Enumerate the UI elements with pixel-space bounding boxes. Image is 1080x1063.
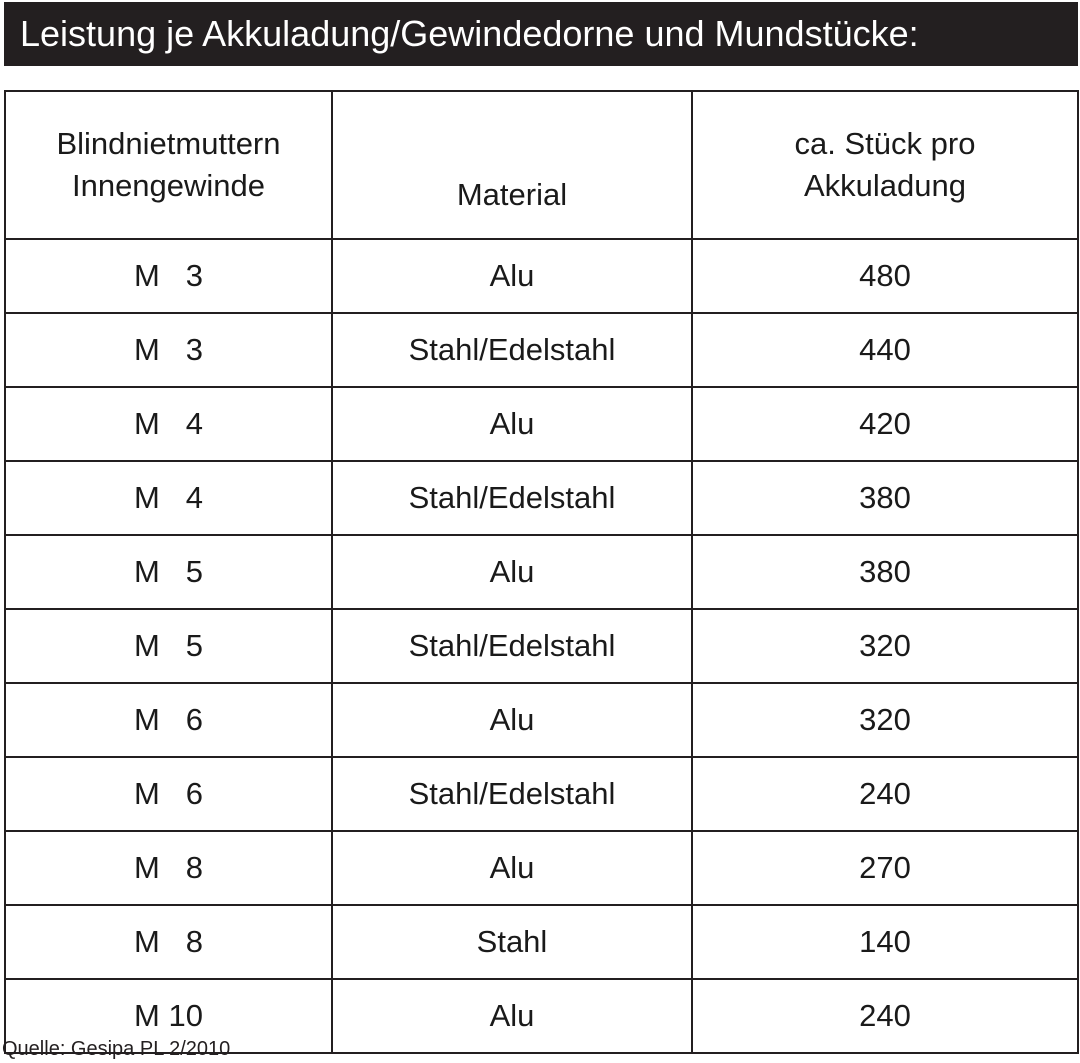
count-cell: 380: [692, 461, 1078, 535]
thread-cell: M 10: [5, 979, 332, 1053]
table-row: [5, 609, 1078, 683]
header-thread-line-1: Blindnietmuttern: [56, 126, 281, 161]
header-material: [332, 91, 692, 239]
count-cell: 440: [692, 313, 1078, 387]
count-cell: 380: [692, 535, 1078, 609]
material-cell: Alu: [332, 535, 692, 609]
table-row: [5, 387, 1078, 461]
page-title: Leistung je Akkuladung/Gewindedorne und Mundstücke:: [4, 2, 1078, 66]
thread-cell: M 6: [5, 683, 332, 757]
header-count-line-2: Akkuladung: [803, 168, 966, 203]
count-cell: 420: [692, 387, 1078, 461]
table-row: [5, 683, 1078, 757]
material-cell: Alu: [332, 387, 692, 461]
count-cell: 240: [692, 757, 1078, 831]
header-thread: [5, 91, 332, 239]
thread-cell: M 8: [5, 905, 332, 979]
material-cell: Alu: [332, 239, 692, 313]
table-header-row: [5, 91, 1078, 239]
count-cell: 480: [692, 239, 1078, 313]
header-thread-line-2: Innengewinde: [71, 168, 266, 203]
count-cell: 140: [692, 905, 1078, 979]
count-cell: 320: [692, 683, 1078, 757]
thread-cell: M 5: [5, 609, 332, 683]
source-note: Quelle: Gesipa PL 2/2010: [2, 1038, 231, 1060]
material-cell: Stahl/Edelstahl: [332, 461, 692, 535]
table-row: [5, 239, 1078, 313]
thread-cell: M 4: [5, 461, 332, 535]
material-cell: Stahl/Edelstahl: [332, 313, 692, 387]
count-cell: 240: [692, 979, 1078, 1053]
header-count-line-1: ca. Stück pro: [794, 126, 976, 161]
material-cell: Stahl/Edelstahl: [332, 609, 692, 683]
material-cell: Stahl/Edelstahl: [332, 757, 692, 831]
table-row: [5, 905, 1078, 979]
table-row: [5, 757, 1078, 831]
count-cell: 320: [692, 609, 1078, 683]
thread-cell: M 3: [5, 313, 332, 387]
performance-table: [4, 90, 1079, 1054]
material-cell: Alu: [332, 831, 692, 905]
header-count: [692, 91, 1078, 239]
thread-cell: M 4: [5, 387, 332, 461]
table-row: [5, 535, 1078, 609]
table-row: [5, 461, 1078, 535]
table-row: [5, 831, 1078, 905]
count-cell: 270: [692, 831, 1078, 905]
header-material-line-1: Material: [456, 177, 568, 212]
thread-cell: M 3: [5, 239, 332, 313]
material-cell: Alu: [332, 979, 692, 1053]
material-cell: Stahl: [332, 905, 692, 979]
thread-cell: M 5: [5, 535, 332, 609]
table-row: [5, 313, 1078, 387]
thread-cell: M 8: [5, 831, 332, 905]
material-cell: Alu: [332, 683, 692, 757]
thread-cell: M 6: [5, 757, 332, 831]
